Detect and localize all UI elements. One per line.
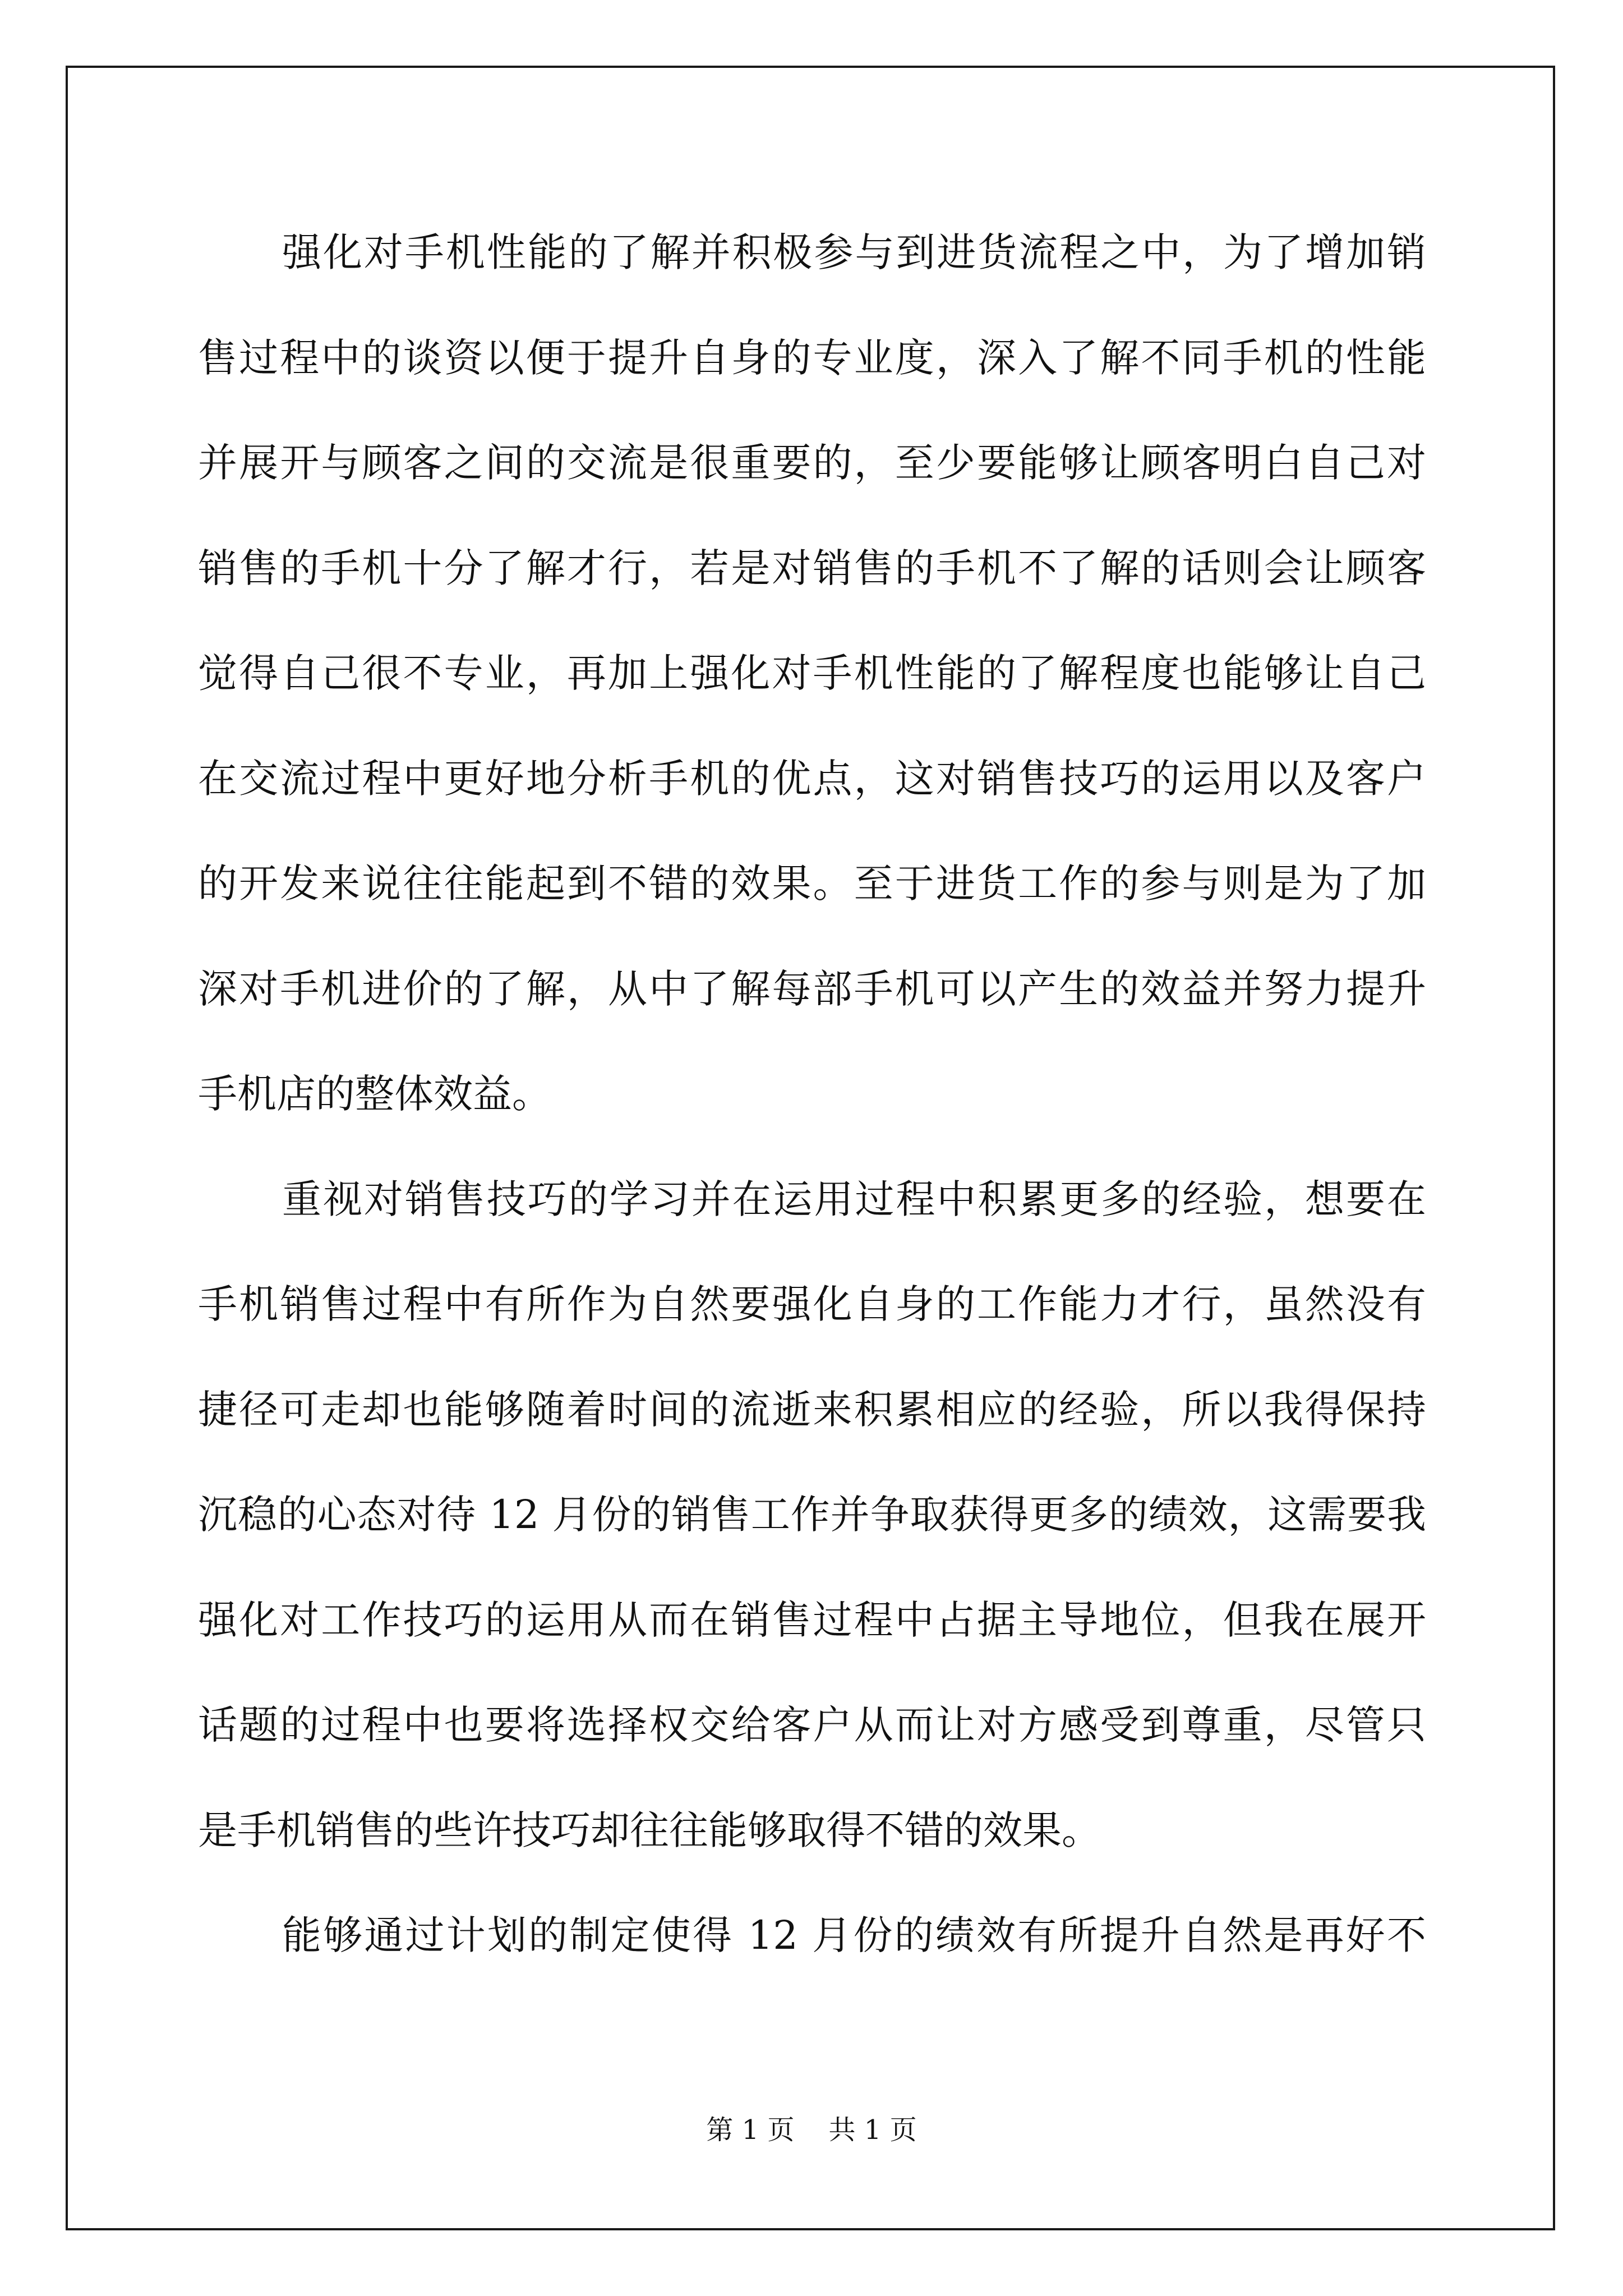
text-line: 话题的过程中也要将选择权交给客户从而让对方感受到尊重，尽管只	[198, 1702, 1426, 1748]
text-line: 捷径可走却也能够随着时间的流逝来积累相应的经验，所以我得保持	[198, 1387, 1426, 1433]
text-line: 重视对销售技巧的学习并在运用过程中积累更多的经验，想要在	[282, 1176, 1426, 1222]
text-line: 销售的手机十分了解才行，若是对销售的手机不了解的话则会让顾客	[198, 545, 1426, 591]
text-line: 售过程中的谈资以便于提升自身的专业度，深入了解不同手机的性能	[198, 335, 1426, 381]
text-line: 是手机销售的些许技巧却往往能够取得不错的效果。	[198, 1807, 1101, 1853]
text-line: 深对手机进价的了解，从中了解每部手机可以产生的效益并努力提升	[198, 966, 1426, 1012]
text-line: 觉得自己很不专业，再加上强化对手机性能的了解程度也能够让自己	[198, 650, 1426, 696]
text-line: 沉稳的心态对待 12 月份的销售工作并争取获得更多的绩效，这需要我	[198, 1492, 1426, 1538]
text-line: 强化对工作技巧的运用从而在销售过程中占据主导地位，但我在展开	[198, 1597, 1426, 1643]
text-line: 的开发来说往往能起到不错的效果。至于进货工作的参与则是为了加	[198, 861, 1426, 907]
text-line: 强化对手机性能的了解并积极参与到进货流程之中，为了增加销	[282, 229, 1426, 275]
page-footer: 第 1 页 共 1 页	[706, 2114, 917, 2146]
text-line: 手机销售过程中有所作为自然要强化自身的工作能力才行，虽然没有	[198, 1281, 1426, 1327]
text-line: 能够通过计划的制定使得 12 月份的绩效有所提升自然是再好不	[282, 1912, 1426, 1958]
text-line: 并展开与顾客之间的交流是很重要的，至少要能够让顾客明白自己对	[198, 440, 1426, 486]
text-line: 手机店的整体效益。	[198, 1071, 551, 1117]
text-line: 在交流过程中更好地分析手机的优点，这对销售技巧的运用以及客户	[198, 756, 1426, 802]
